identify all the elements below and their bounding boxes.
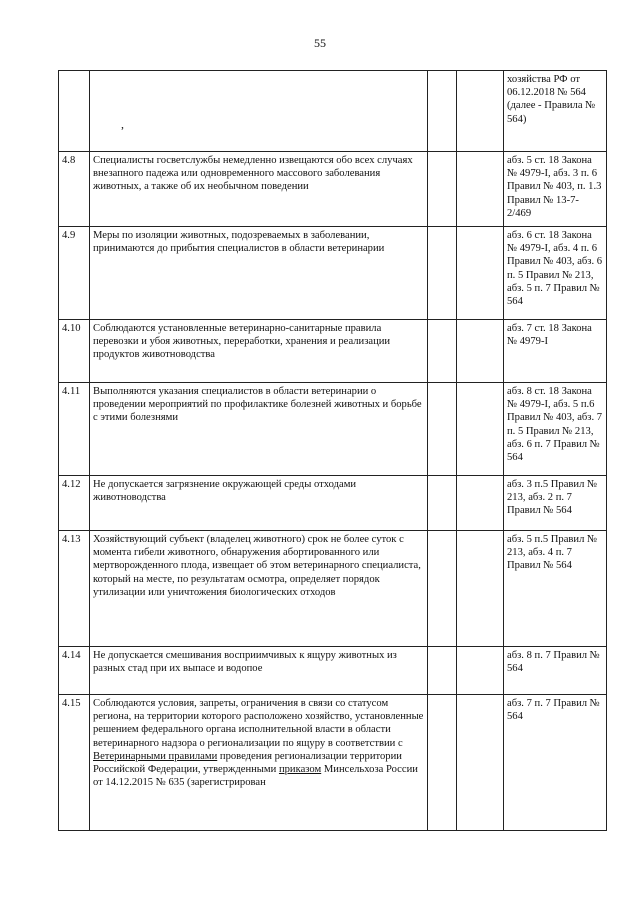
empty-cell (428, 695, 457, 831)
table-row (59, 476, 607, 531)
empty-cell (428, 152, 457, 227)
regulation-link[interactable]: Ветеринарными правилами (93, 750, 218, 762)
requirement-text: Специалисты госветслужбы немедленно извещаются обо всех случаях внезапного падежа или одновременного массового заболевания животных, а также об их необычном поведении (90, 152, 428, 227)
requirement-text: Не допускается загрязнение окружающей среды отходами животноводства (90, 476, 428, 531)
empty-cell (428, 227, 457, 320)
empty-cell (457, 71, 504, 152)
legal-reference: абз. 7 п. 7 Правил № 564 (504, 695, 607, 831)
table-row (59, 383, 607, 476)
row-number: 4.13 (59, 531, 90, 647)
requirement-text (90, 71, 428, 152)
requirement-text: Соблюдаются установленные ветеринарно-санитарные правила перевозки и убоя животных, переработки, хранения и реализации продуктов животноводства (90, 320, 428, 383)
requirement-text: Меры по изоляции животных, подозреваемых в заболевании, принимаются до прибытия специалистов в области ветеринарии (90, 227, 428, 320)
empty-cell (428, 531, 457, 647)
legal-reference: абз. 5 ст. 18 Закона № 4979-I, абз. 3 п. 6 Правил № 403, п. 1.3 Правил № 13-7-2/469 (504, 152, 607, 227)
legal-reference: хозяйства РФ от 06.12.2018 № 564 (далее - Правила № 564) (504, 71, 607, 152)
empty-cell (457, 152, 504, 227)
row-number: 4.10 (59, 320, 90, 383)
table-row (59, 71, 607, 152)
table-row (59, 320, 607, 383)
requirement-text: Хозяйствующий субъект (владелец животного) срок не более суток с момента гибели животного, обнаружения абортированного или мертворожденного плода, извещает об этом ветеринарного специалиста, который на месте, по результатам осмотра, определяет порядок утилизации или уничтожения биологических отходов (90, 531, 428, 647)
order-link[interactable]: приказом (278, 764, 322, 776)
row-number: 4.8 (59, 152, 90, 227)
empty-cell (457, 476, 504, 531)
requirement-text: Соблюдаются условия, запреты, ограничения в связи со статусом региона, на территории которого расположено хозяйство, установленные решением федерального органа исполнительной власти в области ветеринарного надзора о регионализации по ящуру в соответствии с Ветеринарными правилами проведения регионализации территории Российской Федерации, утвержденными приказом Минсельхоза России от 14.12.2015 № 635 (зарегистрирован (90, 695, 428, 831)
stray-mark: , (121, 117, 124, 131)
table-row (59, 152, 607, 227)
legal-reference: абз. 3 п.5 Правил № 213, абз. 2 п. 7 Правил № 564 (504, 476, 607, 531)
table-row (59, 531, 607, 647)
row-number: 4.15 (59, 695, 90, 831)
row-number: 4.12 (59, 476, 90, 531)
empty-cell (457, 647, 504, 695)
requirements-table (58, 70, 607, 831)
requirement-text: Не допускается смешивания восприимчивых к ящуру животных из разных стад при их выпасе и водопое (90, 647, 428, 695)
legal-reference: абз. 7 ст. 18 Закона № 4979-I (504, 320, 607, 383)
empty-cell (428, 320, 457, 383)
empty-cell (457, 320, 504, 383)
row-number: 4.14 (59, 647, 90, 695)
row-number: 4.9 (59, 227, 90, 320)
table-row (59, 227, 607, 320)
legal-reference: абз. 5 п.5 Правил № 213, абз. 4 п. 7 Правил № 564 (504, 531, 607, 647)
empty-cell (428, 383, 457, 476)
empty-cell (428, 476, 457, 531)
table-row (59, 695, 607, 831)
empty-cell (457, 695, 504, 831)
legal-reference: абз. 6 ст. 18 Закона № 4979-I, абз. 4 п. 6 Правил № 403, абз. 6 п. 5 Правил № 213, абз. 5 п. 7 Правил № 564 (504, 227, 607, 320)
legal-reference: абз. 8 ст. 18 Закона № 4979-I, абз. 5 п.6 Правил № 403, абз. 7 п. 5 Правил № 213, абз. 6 п. 7 Правил № 564 (504, 383, 607, 476)
page-number: 55 (314, 36, 326, 50)
empty-cell (457, 227, 504, 320)
row-number: 4.11 (59, 383, 90, 476)
empty-cell (457, 383, 504, 476)
requirement-text: Выполняются указания специалистов в области ветеринарии о проведении мероприятий по профилактике болезней животных и борьбе с этими болезнями (90, 383, 428, 476)
empty-cell (457, 531, 504, 647)
table-row (59, 647, 607, 695)
empty-cell (428, 71, 457, 152)
row-number (59, 71, 90, 152)
empty-cell (428, 647, 457, 695)
legal-reference: абз. 8 п. 7 Правил № 564 (504, 647, 607, 695)
